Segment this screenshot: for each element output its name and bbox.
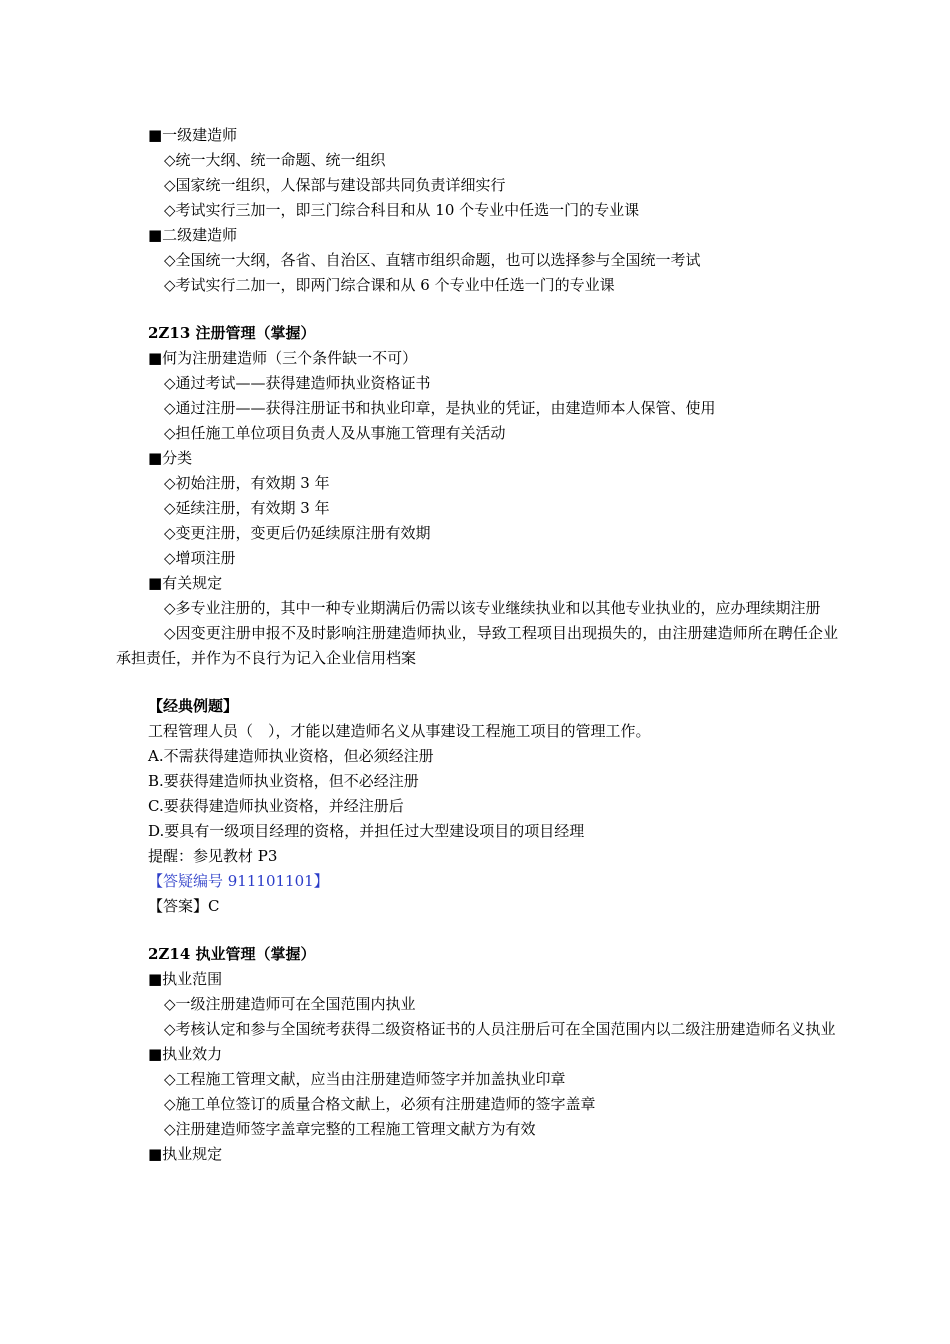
list-item: ◇统一大纲、统一命题、统一组织 bbox=[164, 151, 386, 169]
example-title: 【经典例题】 bbox=[148, 697, 239, 715]
list-item: ◇注册建造师签字盖章完整的工程施工管理文献方为有效 bbox=[164, 1120, 536, 1138]
option-b: B.要获得建造师执业资格，但不必经注册 bbox=[148, 772, 419, 790]
list-item: ◇工程施工管理文献，应当由注册建造师签字并加盖执业印章 bbox=[164, 1070, 566, 1088]
spacer bbox=[116, 671, 838, 694]
option-a: A.不需获得建造师执业资格，但必须经注册 bbox=[148, 747, 434, 765]
section-heading: ■一级建造师 bbox=[148, 126, 238, 144]
paragraph: ◇多专业注册的，其中一种专业期满后仍需以该专业继续执业和以其他专业执业的，应办理续期注册 bbox=[164, 599, 821, 617]
list-item: ◇增项注册 bbox=[164, 549, 236, 567]
chapter-title: 2Z14 执业管理（掌握） bbox=[148, 945, 316, 963]
list-item: ◇延续注册，有效期 3 年 bbox=[164, 499, 330, 517]
chapter-title: 2Z13 注册管理（掌握） bbox=[148, 324, 316, 342]
list-item: ◇考试实行三加一，即三门综合科目和从 10 个专业中任选一门的专业课 bbox=[164, 201, 640, 219]
paragraph: ◇因变更注册申报不及时影响注册建造师执业，导致工程项目出现损失的，由注册建造师所在聘任企业承担责任，并作为不良行为记入企业信用档案 bbox=[116, 624, 838, 667]
list-item: ◇全国统一大纲，各省、自治区、直辖市组织命题，也可以选择参与全国统一考试 bbox=[164, 251, 701, 269]
qa-number-link[interactable]: 【答疑编号 911101101】 bbox=[148, 872, 329, 890]
option-d: D.要具有一级项目经理的资格，并担任过大型建设项目的项目经理 bbox=[148, 822, 585, 840]
section-heading: ■分类 bbox=[148, 449, 193, 467]
section-heading: ■有关规定 bbox=[148, 574, 223, 592]
hint-text: 提醒：参见教材 P3 bbox=[148, 847, 278, 865]
list-item: ◇考试实行二加一，即两门综合课和从 6 个专业中任选一门的专业课 bbox=[164, 276, 615, 294]
example-question: 工程管理人员（ ），才能以建造师名义从事建设工程施工项目的管理工作。 bbox=[148, 722, 651, 740]
list-item: ◇施工单位签订的质量合格文献上，必须有注册建造师的签字盖章 bbox=[164, 1095, 596, 1113]
paragraph: ◇考核认定和参与全国统考获得二级资格证书的人员注册后可在全国范围内以二级注册建造师名义执业 bbox=[164, 1020, 836, 1038]
list-item: ◇初始注册，有效期 3 年 bbox=[164, 474, 330, 492]
list-item: ◇国家统一组织，人保部与建设部共同负责详细实行 bbox=[164, 176, 506, 194]
list-item: ◇变更注册，变更后仍延续原注册有效期 bbox=[164, 524, 431, 542]
document-body bbox=[116, 123, 838, 1167]
spacer bbox=[116, 919, 838, 942]
section-heading: ■二级建造师 bbox=[148, 226, 238, 244]
section-heading: ■执业规定 bbox=[148, 1145, 223, 1163]
list-item: ◇担任施工单位项目负责人及从事施工管理有关活动 bbox=[164, 424, 506, 442]
section-heading: ■何为注册建造师（三个条件缺一不可） bbox=[148, 349, 418, 367]
spacer bbox=[116, 298, 838, 321]
list-item: ◇通过注册——获得注册证书和执业印章，是执业的凭证，由建造师本人保管、使用 bbox=[164, 399, 716, 417]
list-item: ◇通过考试——获得建造师执业资格证书 bbox=[164, 374, 431, 392]
option-c: C.要获得建造师执业资格，并经注册后 bbox=[148, 797, 404, 815]
section-heading: ■执业范围 bbox=[148, 970, 223, 988]
section-heading: ■执业效力 bbox=[148, 1045, 223, 1063]
list-item: ◇一级注册建造师可在全国范围内执业 bbox=[164, 995, 416, 1013]
answer-text: 【答案】C bbox=[148, 897, 220, 915]
